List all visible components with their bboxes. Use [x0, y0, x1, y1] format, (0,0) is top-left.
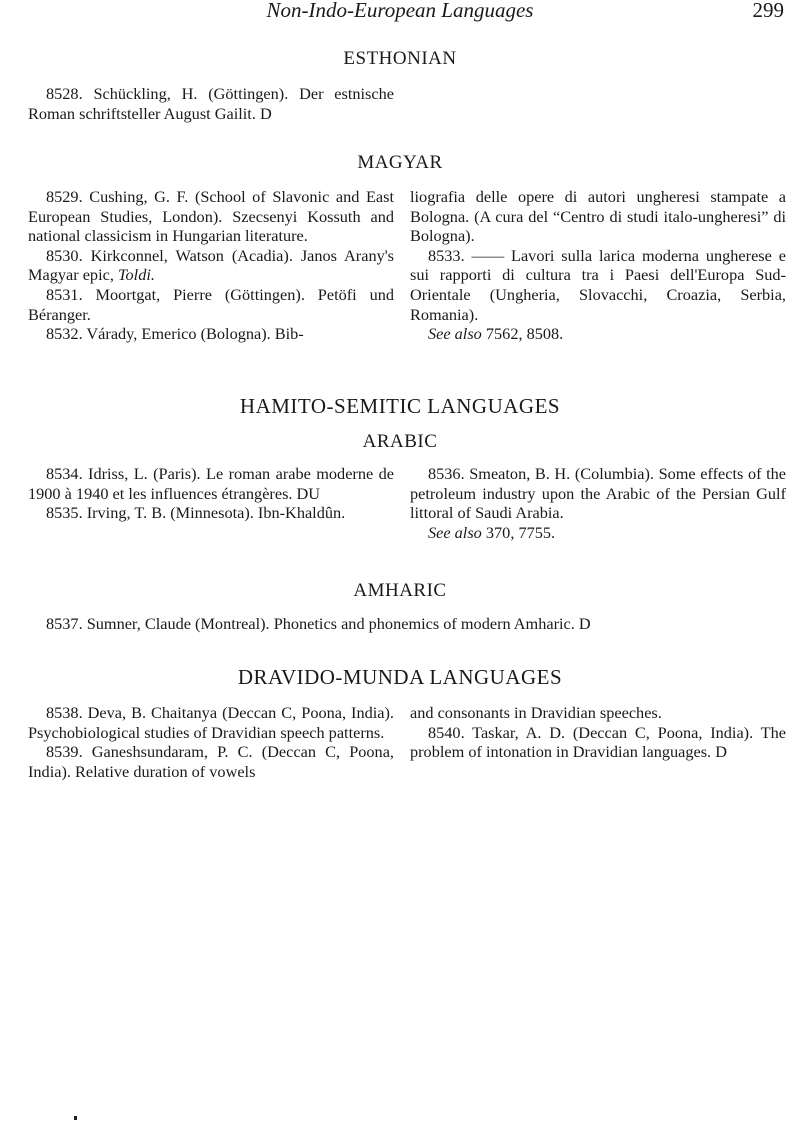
heading-hamito-semitic: HAMITO-SEMITIC LANGUAGES — [239, 394, 561, 418]
entry-8532-continued: liografia delle opere di autori ungheresi stampate a Bologna. (A cura del “Centro di studi italo-ungheresi” di Bologna). — [410, 187, 786, 246]
entry-8533: 8533. —— Lavori sulla larica moderna ungherese e sui rapporti di cultura tra i Paesi dell'Europa Sud-Orientale (Ungheria, Slovacchi, Croazia, Serbia, Romania). — [410, 245, 786, 324]
heading-amharic: AMHARIC — [353, 580, 447, 601]
entry-8529: 8529. Cushing, G. F. (School of Slavonic and East European Studies, London). Szecsenyi Kossuth and national classicism in Hungarian literature. — [28, 187, 394, 246]
entry-8535: 8535. Irving, T. B. (Minnesota). Ibn-Khaldûn. — [46, 503, 346, 523]
dravido-right-column — [410, 703, 786, 762]
see-also-arabic: See also 370, 7755. — [428, 522, 556, 542]
magyar-right-column — [410, 187, 786, 344]
arabic-left-column — [28, 464, 394, 523]
entry-8528: 8528. Schückling, H. (Göttingen). Der estnische Roman schriftsteller August Gailit. D — [28, 84, 394, 123]
entry-8530: 8530. Kirkconnel, Watson (Acadia). Janos Arany's Magyar epic, Toldi. — [28, 245, 394, 285]
running-head-title: Non-Indo-European Languages — [266, 0, 534, 22]
see-also-magyar: See also 7562, 8508. — [428, 324, 564, 344]
entry-8531: 8531. Moortgat, Pierre (Göttingen). Petöfi und Béranger. — [28, 284, 394, 324]
title-toldi: Toldi. — [117, 265, 155, 285]
entry-8540: 8540. Taskar, A. D. (Deccan C, Poona, India). The problem of intonation in Dravidian languages. D — [410, 722, 786, 762]
page-number: 299 — [752, 0, 784, 22]
entry-8534: 8534. Idriss, L. (Paris). Le roman arabe moderne de 1900 à 1940 et les influences étrangères. DU — [28, 464, 394, 503]
entry-8537: 8537. Sumner, Claude (Montreal). Phonetics and phonemics of modern Amharic. D — [46, 614, 591, 633]
amharic-entries — [28, 614, 788, 634]
heading-magyar: MAGYAR — [357, 152, 443, 173]
entry-8539: 8539. Ganeshsundaram, P. C. (Deccan C, Poona, India). Relative duration of vowels — [28, 742, 394, 781]
heading-esthonian: ESTHONIAN — [343, 48, 457, 69]
magyar-left-column — [28, 187, 394, 344]
entry-8536: 8536. Smeaton, B. H. (Columbia). Some effects of the petroleum industry upon the Arabic of the Persian Gulf littoral of Saudi Arabia. — [410, 464, 786, 523]
heading-dravido-munda: DRAVIDO-MUNDA LANGUAGES — [237, 665, 563, 689]
entry-8532: 8532. Várady, Emerico (Bologna). Bib- — [46, 324, 304, 344]
entry-8538: 8538. Deva, B. Chaitanya (Deccan C, Poona, India). Psychobiological studies of Dravidian speech patterns. — [28, 703, 394, 742]
heading-arabic: ARABIC — [362, 431, 438, 452]
scan-speck — [74, 1116, 77, 1120]
esthonian-entries — [28, 84, 394, 123]
running-head — [0, 0, 800, 24]
entry-8539-continued: and consonants in Dravidian speeches. — [410, 703, 662, 722]
dravido-left-column — [28, 703, 394, 781]
arabic-right-column — [410, 464, 786, 542]
